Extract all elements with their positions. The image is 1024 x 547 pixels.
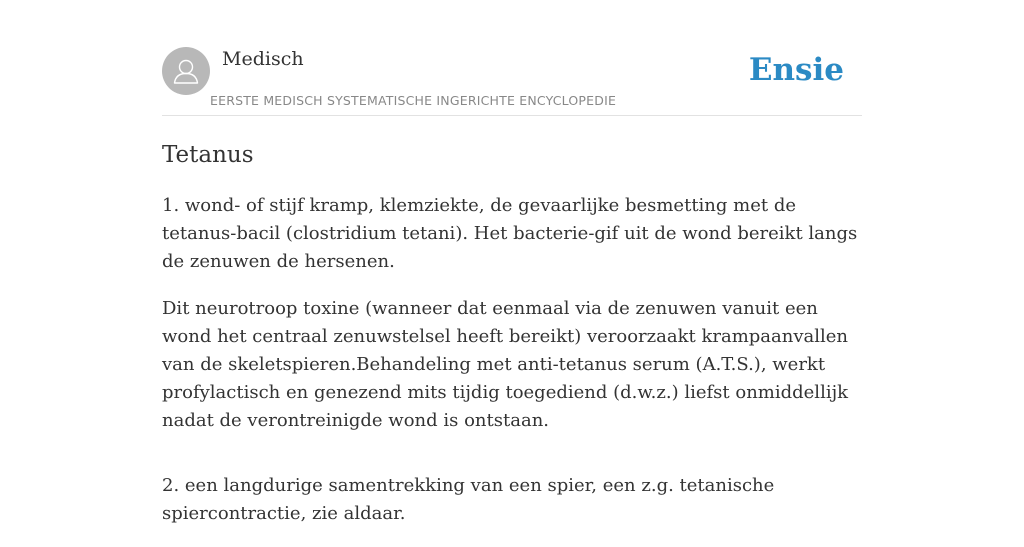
site-subtitle: EERSTE MEDISCH SYSTEMATISCHE INGERICHTE ENCYCLOPEDIE (210, 93, 617, 108)
site-header (162, 47, 862, 116)
ensie-logo[interactable]: Ensie (748, 52, 844, 88)
article-paragraph-2: Dit neurotroop toxine (wanneer dat eenmaal via de zenuwen vanuit een wond het centraal zenuwstelsel heeft bereikt) veroorzaakt krampaanvallen van de skeletspieren.Behandeling met anti-tetanus serum (A.T.S.), werkt profylactisch en genezend mits tijdig toegediend (d.w.z.) liefst onmiddellijk nadat de verontreinigde wond is ontstaan. (162, 298, 849, 431)
person-outline-icon (162, 47, 210, 95)
article-paragraph-1: 1. wond- of stijf kramp, klemziekte, de gevaarlijke besmetting met de tetanus-bacil (clostridium tetani). Het bacterie-gif uit de wond bereikt langs de zenuwen de hersenen. (162, 195, 858, 272)
article-title: Tetanus (162, 142, 254, 168)
user-avatar-icon[interactable] (162, 47, 210, 95)
article-paragraph-3: 2. een langdurige samentrekking van een spier, een z.g. tetanische spiercontractie, zie aldaar. (162, 475, 775, 524)
article-body (162, 192, 862, 547)
site-name[interactable]: Medisch (222, 48, 304, 70)
